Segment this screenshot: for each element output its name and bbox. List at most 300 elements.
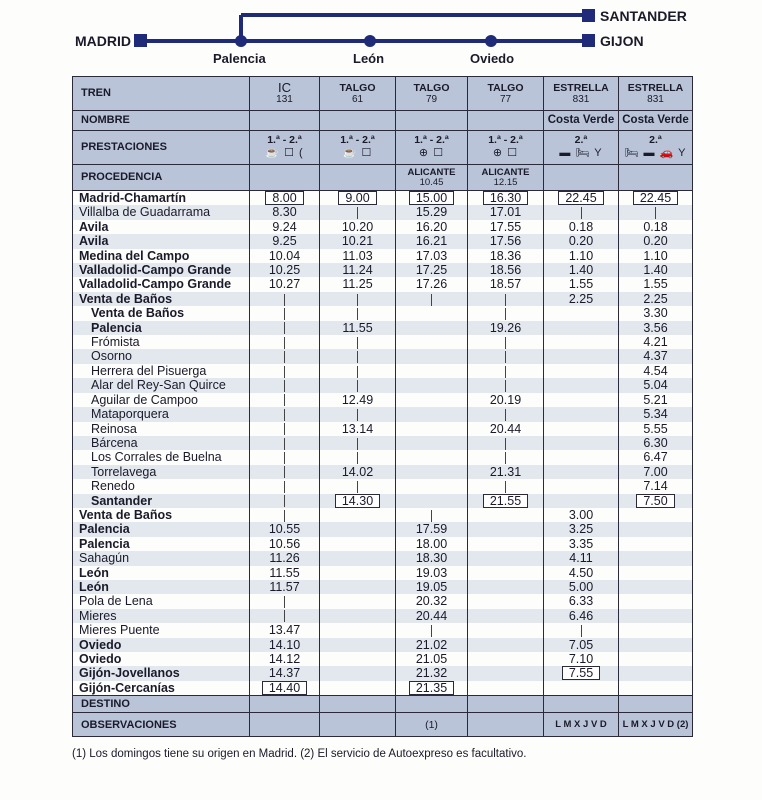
time-cell <box>619 580 693 594</box>
time-cell <box>320 479 396 493</box>
time-cell <box>468 450 544 464</box>
station-name: Torrelavega <box>73 465 250 479</box>
time-cell <box>250 335 320 349</box>
time-cell <box>468 666 544 680</box>
train-col-1: IC 131 <box>250 77 320 111</box>
boxed-time: 22.45 <box>633 191 678 205</box>
time-cell: 18.30 <box>396 551 468 565</box>
route-stop-leon: León <box>353 51 385 66</box>
table-row <box>73 450 693 464</box>
time-cell: 1.10 <box>619 249 693 263</box>
obs-3: (1) <box>396 713 468 737</box>
passes-through-line <box>284 423 285 435</box>
time-cell: 17.55 <box>468 220 544 234</box>
time-cell <box>468 349 544 363</box>
dest-5 <box>544 696 619 713</box>
time-cell <box>320 681 396 696</box>
boxed-time: 14.40 <box>262 681 307 695</box>
time-cell: 17.01 <box>468 205 544 219</box>
time-cell: 21.31 <box>468 465 544 479</box>
time-cell: 1.10 <box>544 249 619 263</box>
passes-through-line <box>357 452 358 464</box>
time-cell <box>320 666 396 680</box>
prest-2: 1.ª - 2.ª ☕ ☐ <box>320 131 396 165</box>
passes-through-line <box>581 207 582 219</box>
proc-3: ALICANTE 10.45 <box>396 165 468 191</box>
table-row <box>73 666 693 680</box>
time-cell <box>544 479 619 493</box>
time-cell <box>320 364 396 378</box>
table-row <box>73 321 693 335</box>
table-row <box>73 580 693 594</box>
time-cell: 4.21 <box>619 335 693 349</box>
time-cell <box>320 378 396 392</box>
time-cell: 17.25 <box>396 263 468 277</box>
station-name: León <box>73 566 250 580</box>
route-dest-santander: SANTANDER <box>600 8 687 24</box>
passes-through-line <box>284 322 285 334</box>
passes-through-line <box>357 207 358 219</box>
time-cell <box>468 479 544 493</box>
passes-through-line <box>284 466 285 478</box>
time-cell <box>468 580 544 594</box>
time-cell <box>468 335 544 349</box>
table-row <box>73 335 693 349</box>
time-cell <box>396 422 468 436</box>
station-name: Mieres Puente <box>73 623 250 637</box>
boxed-time: 9.00 <box>338 191 376 205</box>
station-name: Alar del Rey-San Quirce <box>73 378 250 392</box>
time-cell <box>320 292 396 306</box>
passes-through-line <box>357 308 358 320</box>
time-cell <box>468 306 544 320</box>
time-cell: 17.26 <box>396 277 468 291</box>
station-name: Mieres <box>73 609 250 623</box>
station-name: Sahagún <box>73 551 250 565</box>
time-cell <box>320 580 396 594</box>
footnote: (1) Los domingos tiene su origen en Madrid. (2) El servicio de Autoexpreso es facultativo. <box>72 748 527 760</box>
time-cell <box>619 551 693 565</box>
time-cell <box>250 191 320 206</box>
passes-through-line <box>431 625 432 637</box>
passes-through-line <box>655 207 656 219</box>
time-cell: 10.27 <box>250 277 320 291</box>
passes-through-line <box>505 351 506 363</box>
time-cell <box>468 522 544 536</box>
time-cell <box>544 465 619 479</box>
time-cell <box>544 436 619 450</box>
time-cell: 17.03 <box>396 249 468 263</box>
time-cell <box>250 306 320 320</box>
station-name: Renedo <box>73 479 250 493</box>
route-origin-label: MADRID <box>75 33 131 49</box>
table-row <box>73 407 693 421</box>
time-cell: 6.47 <box>619 450 693 464</box>
time-cell: 11.55 <box>250 566 320 580</box>
time-cell: 12.49 <box>320 393 396 407</box>
time-cell <box>396 378 468 392</box>
time-cell <box>619 609 693 623</box>
table-row <box>73 551 693 565</box>
station-name: Madrid-Chamartín <box>73 191 250 206</box>
time-cell <box>396 479 468 493</box>
route-diagram <box>0 0 762 75</box>
time-cell <box>468 494 544 508</box>
time-cell: 4.50 <box>544 566 619 580</box>
station-name: Palencia <box>73 537 250 551</box>
time-cell <box>468 638 544 652</box>
time-cell <box>396 191 468 206</box>
time-cell <box>396 508 468 522</box>
passes-through-line <box>284 337 285 349</box>
time-cell: 18.56 <box>468 263 544 277</box>
table-row <box>73 436 693 450</box>
time-cell <box>544 422 619 436</box>
nombre-5: Costa Verde <box>544 111 619 131</box>
header-row-observaciones <box>73 713 693 737</box>
dest-2 <box>320 696 396 713</box>
station-name: Valladolid-Campo Grande <box>73 277 250 291</box>
passes-through-line <box>284 308 285 320</box>
time-cell <box>468 594 544 608</box>
passes-through-line <box>505 409 506 421</box>
time-cell: 20.44 <box>396 609 468 623</box>
passes-through-line <box>284 452 285 464</box>
table-row <box>73 609 693 623</box>
station-name: León <box>73 580 250 594</box>
table-row <box>73 494 693 508</box>
time-cell <box>544 191 619 206</box>
station-name: Reinosa <box>73 422 250 436</box>
service-icons: 🛏 ▬ 🚗 Y <box>624 147 687 160</box>
time-cell: 7.05 <box>544 638 619 652</box>
station-name: Bárcena <box>73 436 250 450</box>
passes-through-line <box>284 409 285 421</box>
time-cell <box>396 681 468 696</box>
time-cell <box>396 623 468 637</box>
time-cell <box>250 321 320 335</box>
time-cell <box>619 666 693 680</box>
table-row <box>73 508 693 522</box>
time-cell <box>544 349 619 363</box>
time-cell <box>619 537 693 551</box>
time-cell <box>250 479 320 493</box>
table-row <box>73 422 693 436</box>
table-row <box>73 292 693 306</box>
table-row <box>73 623 693 637</box>
boxed-time: 16.30 <box>483 191 528 205</box>
time-cell: 20.19 <box>468 393 544 407</box>
time-cell <box>544 623 619 637</box>
header-row-procedencia <box>73 165 693 191</box>
time-cell <box>544 666 619 680</box>
time-cell: 13.47 <box>250 623 320 637</box>
passes-through-line <box>284 510 285 522</box>
time-cell: 14.37 <box>250 666 320 680</box>
train-col-5: ESTRELLA 831 <box>544 77 619 111</box>
time-cell <box>468 681 544 696</box>
time-cell <box>396 321 468 335</box>
dest-4 <box>468 696 544 713</box>
time-cell <box>250 450 320 464</box>
time-cell: 11.57 <box>250 580 320 594</box>
time-cell: 6.46 <box>544 609 619 623</box>
obs-6: L M X J V D (2) <box>619 713 693 737</box>
prest-5: 2.ª ▬ 🛏 Y <box>544 131 619 165</box>
time-cell: 21.05 <box>396 652 468 666</box>
obs-1 <box>250 713 320 737</box>
service-icons: ⊕ ☐ <box>492 147 519 160</box>
time-cell: 3.30 <box>619 306 693 320</box>
station-name: Pola de Lena <box>73 594 250 608</box>
time-cell: 18.36 <box>468 249 544 263</box>
time-cell: 14.02 <box>320 465 396 479</box>
time-cell <box>250 436 320 450</box>
time-cell <box>619 566 693 580</box>
time-cell: 11.55 <box>320 321 396 335</box>
station-name: Aguilar de Campoo <box>73 393 250 407</box>
time-cell: 3.00 <box>544 508 619 522</box>
nombre-1 <box>250 111 320 131</box>
boxed-time: 21.35 <box>409 681 454 695</box>
passes-through-line <box>284 438 285 450</box>
time-cell <box>396 393 468 407</box>
train-col-3: TALGO 79 <box>396 77 468 111</box>
time-cell <box>468 566 544 580</box>
time-cell <box>396 292 468 306</box>
boxed-time: 7.50 <box>636 494 674 508</box>
station-name: Palencia <box>73 321 250 335</box>
route-stop-palencia: Palencia <box>213 51 266 66</box>
time-cell <box>250 378 320 392</box>
passes-through-line <box>284 394 285 406</box>
obs-5: L M X J V D <box>544 713 619 737</box>
table-row <box>73 220 693 234</box>
boxed-time: 7.55 <box>562 666 600 680</box>
header-row-destino <box>73 696 693 713</box>
time-cell: 19.03 <box>396 566 468 580</box>
boxed-time: 21.55 <box>483 494 528 508</box>
time-cell <box>320 594 396 608</box>
time-cell <box>320 349 396 363</box>
time-cell: 15.29 <box>396 205 468 219</box>
time-cell: 18.57 <box>468 277 544 291</box>
time-cell: 18.00 <box>396 537 468 551</box>
proc-6 <box>619 165 693 191</box>
prest-4: 1.ª - 2.ª ⊕ ☐ <box>468 131 544 165</box>
proc-2 <box>320 165 396 191</box>
time-cell <box>544 450 619 464</box>
time-cell: 4.37 <box>619 349 693 363</box>
time-cell <box>468 508 544 522</box>
time-cell: 3.35 <box>544 537 619 551</box>
table-row <box>73 652 693 666</box>
time-cell <box>619 522 693 536</box>
time-cell <box>320 205 396 219</box>
route-stop-oviedo: Oviedo <box>470 51 515 66</box>
time-cell <box>396 465 468 479</box>
time-cell <box>320 652 396 666</box>
passes-through-line <box>505 366 506 378</box>
table-row <box>73 349 693 363</box>
time-cell <box>544 378 619 392</box>
time-cell <box>250 681 320 696</box>
time-cell: 14.12 <box>250 652 320 666</box>
time-cell: 8.30 <box>250 205 320 219</box>
time-cell: 1.40 <box>619 263 693 277</box>
time-cell <box>544 407 619 421</box>
time-cell <box>544 393 619 407</box>
time-cell <box>250 393 320 407</box>
time-cell: 1.40 <box>544 263 619 277</box>
passes-through-line <box>357 351 358 363</box>
time-cell <box>320 335 396 349</box>
boxed-time: 22.45 <box>558 191 603 205</box>
time-cell <box>468 364 544 378</box>
time-cell <box>396 364 468 378</box>
time-cell <box>320 494 396 508</box>
station-name: Gijón-Jovellanos <box>73 666 250 680</box>
station-name: Los Corrales de Buelna <box>73 450 250 464</box>
proc-4: ALICANTE 12.15 <box>468 165 544 191</box>
time-cell <box>320 537 396 551</box>
time-cell: 7.14 <box>619 479 693 493</box>
time-cell: 16.21 <box>396 234 468 248</box>
station-name: Villalba de Guadarrama <box>73 205 250 219</box>
time-cell: 9.25 <box>250 234 320 248</box>
time-cell <box>396 436 468 450</box>
time-cell: 2.25 <box>544 292 619 306</box>
time-cell <box>544 205 619 219</box>
passes-through-line <box>284 596 285 608</box>
time-cell: 14.10 <box>250 638 320 652</box>
time-cell: 7.10 <box>544 652 619 666</box>
prest-3: 1.ª - 2.ª ⊕ ☐ <box>396 131 468 165</box>
time-cell <box>619 652 693 666</box>
passes-through-line <box>284 481 285 493</box>
time-cell <box>396 450 468 464</box>
nombre-2 <box>320 111 396 131</box>
passes-through-line <box>284 366 285 378</box>
passes-through-line <box>357 337 358 349</box>
time-cell <box>619 638 693 652</box>
service-icons: ☕ ☐ ( <box>265 147 304 160</box>
time-cell <box>396 494 468 508</box>
table-row <box>73 465 693 479</box>
time-cell <box>619 594 693 608</box>
time-cell <box>468 609 544 623</box>
station-name: Venta de Baños <box>73 306 250 320</box>
time-cell: 10.55 <box>250 522 320 536</box>
time-cell <box>619 623 693 637</box>
prestaciones-label: PRESTACIONES <box>73 131 250 165</box>
destino-label: DESTINO <box>73 696 250 713</box>
time-cell <box>250 422 320 436</box>
service-icons: ⊕ ☐ <box>418 147 445 160</box>
time-cell <box>396 407 468 421</box>
time-cell: 19.26 <box>468 321 544 335</box>
boxed-time: 15.00 <box>409 191 454 205</box>
passes-through-line <box>505 438 506 450</box>
time-cell <box>544 321 619 335</box>
time-cell <box>250 465 320 479</box>
passes-through-line <box>284 380 285 392</box>
table-row <box>73 537 693 551</box>
passes-through-line <box>505 308 506 320</box>
station-name: Santander <box>73 494 250 508</box>
time-cell: 21.32 <box>396 666 468 680</box>
nombre-6: Costa Verde <box>619 111 693 131</box>
timetable-rows <box>73 191 693 696</box>
station-name: Mataporquera <box>73 407 250 421</box>
proc-5 <box>544 165 619 191</box>
time-cell: 6.30 <box>619 436 693 450</box>
time-cell <box>468 191 544 206</box>
prest-6: 2.ª 🛏 ▬ 🚗 Y <box>619 131 693 165</box>
time-cell <box>544 681 619 696</box>
station-name: Venta de Baños <box>73 508 250 522</box>
table-row <box>73 594 693 608</box>
time-cell <box>320 609 396 623</box>
time-cell <box>320 638 396 652</box>
station-name: Oviedo <box>73 652 250 666</box>
passes-through-line <box>357 481 358 493</box>
station-name: Avila <box>73 220 250 234</box>
time-cell <box>320 522 396 536</box>
time-cell <box>250 494 320 508</box>
passes-through-line <box>505 481 506 493</box>
time-cell: 10.20 <box>320 220 396 234</box>
time-cell <box>396 306 468 320</box>
station-name: Frómista <box>73 335 250 349</box>
station-name: Oviedo <box>73 638 250 652</box>
passes-through-line <box>284 610 285 622</box>
dest-3 <box>396 696 468 713</box>
time-cell: 10.21 <box>320 234 396 248</box>
table-row <box>73 378 693 392</box>
time-cell <box>250 349 320 363</box>
time-cell: 11.25 <box>320 277 396 291</box>
time-cell: 5.55 <box>619 422 693 436</box>
station-name: Gijón-Cercanías <box>73 681 250 696</box>
time-cell <box>619 191 693 206</box>
time-cell: 1.55 <box>619 277 693 291</box>
station-name: Venta de Baños <box>73 292 250 306</box>
time-cell <box>544 494 619 508</box>
time-cell <box>468 551 544 565</box>
time-cell: 11.26 <box>250 551 320 565</box>
time-cell: 7.00 <box>619 465 693 479</box>
time-cell <box>619 508 693 522</box>
time-cell <box>544 364 619 378</box>
time-cell <box>396 335 468 349</box>
station-name: Valladolid-Campo Grande <box>73 263 250 277</box>
time-cell: 10.25 <box>250 263 320 277</box>
passes-through-line <box>357 366 358 378</box>
service-icons: ▬ 🛏 Y <box>559 147 603 160</box>
time-cell: 0.20 <box>544 234 619 248</box>
table-row <box>73 249 693 263</box>
time-cell: 16.20 <box>396 220 468 234</box>
time-cell <box>250 609 320 623</box>
table-row <box>73 566 693 580</box>
passes-through-line <box>284 294 285 306</box>
time-cell: 13.14 <box>320 422 396 436</box>
tren-label: TREN <box>73 77 250 111</box>
passes-through-line <box>505 380 506 392</box>
time-cell <box>468 436 544 450</box>
time-cell <box>320 508 396 522</box>
